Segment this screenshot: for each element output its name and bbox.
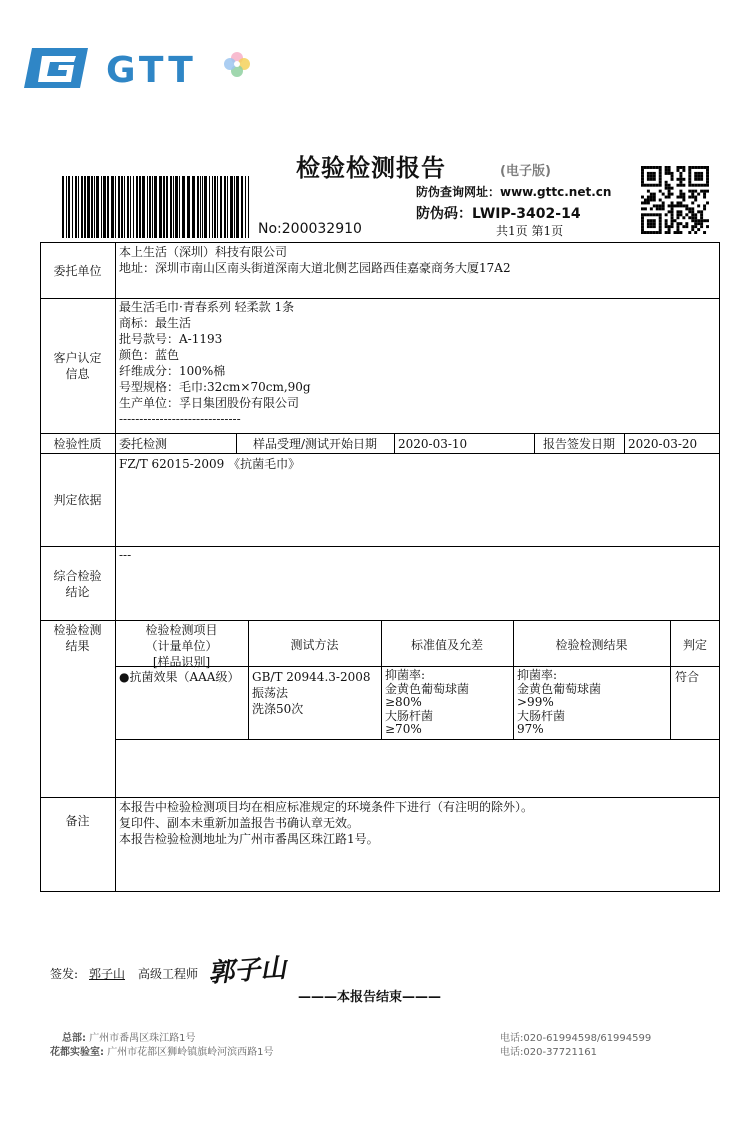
header-standard: 标准值及允差 — [410, 638, 483, 652]
qr-code-icon[interactable] — [641, 166, 709, 234]
result-item: ●抗菌效果（AAA级） — [119, 670, 240, 684]
footer-hq: 总部: 广州市番禺区珠江路1号 — [62, 1033, 196, 1044]
inspection-label: 检验性质 — [53, 437, 102, 451]
result-verdict: 符合 — [675, 670, 700, 684]
report-end: ———本报告结束——— — [298, 990, 442, 1005]
signer-title: 高级工程师 — [138, 967, 199, 981]
signed-date: 2020-03-20 — [628, 437, 698, 451]
customer-info-label: 客户认定 信息 — [53, 351, 102, 381]
edition-label: (电子版) — [500, 164, 551, 179]
anti-fake-code: 防伪码：LWIP-3402-14 — [416, 206, 581, 222]
received-date-label: 样品受理/测试开始日期 — [252, 437, 378, 451]
inspection-value: 委托检测 — [119, 437, 168, 451]
info-line: ------------------------------ — [119, 412, 241, 426]
remarks-text: 本报告中检验检测项目均在相应标准规定的环境条件下进行（有注明的除外）。 复印件、副本未重新加盖报告书确认章无效。 本报告检验检测地址为广州市番禺区珠江路1号。 — [119, 800, 534, 846]
brand-logo-text: GTT — [106, 50, 197, 91]
signed-date-label: 报告签发日期 — [542, 437, 615, 451]
report-title: 检验检测报告 — [296, 154, 446, 182]
received-date: 2020-03-10 — [398, 437, 468, 451]
footer-lab: 花都实验室: 广州市花都区狮岭镇旗岭河滨西路1号 — [50, 1047, 274, 1058]
page-counter: 共1页 第1页 — [496, 224, 564, 238]
result-method: GB/T 20944.3-2008 振荡法 洗涤50次 — [252, 670, 371, 716]
sign-label: 签发: — [50, 967, 79, 981]
flower-logo-icon — [222, 50, 252, 80]
header-method: 测试方法 — [290, 638, 339, 652]
header-item: 检验检测项目 （计量单位） [样品识别] — [145, 623, 218, 669]
basis-label: 判定依据 — [53, 493, 102, 507]
footer-tel2: 电话:020-37721161 — [500, 1047, 597, 1058]
info-line: 商标：最生活 — [119, 316, 192, 330]
conclusion-value: --- — [119, 548, 132, 562]
remarks-label: 备注 — [65, 814, 90, 828]
header-verdict: 判定 — [682, 638, 707, 652]
results-label: 检验检测 结果 — [53, 623, 102, 653]
footer-tel1: 电话:020-61994598/61994599 — [500, 1033, 652, 1044]
report-number: No:200032910 — [258, 221, 362, 237]
header-result: 检验检测结果 — [555, 638, 628, 652]
info-line: 号型规格：毛巾:32cm×70cm,90g — [119, 380, 311, 394]
conclusion-label: 综合检验 结论 — [53, 569, 102, 599]
gtt-logo-icon — [22, 46, 90, 90]
signer-name: 郭子山 — [89, 967, 126, 981]
client-address: 地址：深圳市南山区南头街道深南大道北侧艺园路西佳嘉豪商务大厦17A2 — [119, 261, 511, 275]
result-values: 抑菌率: 金黄色葡萄球菌 >99% 大肠杆菌 97% — [517, 668, 602, 736]
result-standard: 抑菌率: 金黄色葡萄球菌 ≥80% 大肠杆菌 ≥70% — [385, 668, 470, 736]
info-line: 颜色：蓝色 — [119, 348, 180, 362]
client-label: 委托单位 — [53, 264, 102, 278]
info-line: 批号款号：A-1193 — [119, 332, 223, 346]
handwritten-signature: 郭子山 — [207, 953, 288, 989]
verify-url[interactable]: 防伪查询网址：www.gttc.net.cn — [416, 185, 612, 199]
info-line: 最生活毛巾·青春系列 轻柔款 1条 — [119, 300, 295, 314]
client-name: 本上生活（深圳）科技有限公司 — [119, 245, 288, 259]
customer-info-list — [119, 299, 311, 427]
barcode-icon — [62, 176, 252, 238]
basis-value: FZ/T 62015-2009 《抗菌毛巾》 — [119, 457, 301, 471]
info-line: 生产单位：孚日集团股份有限公司 — [119, 396, 300, 410]
info-line: 纤维成分：100%棉 — [119, 364, 226, 378]
